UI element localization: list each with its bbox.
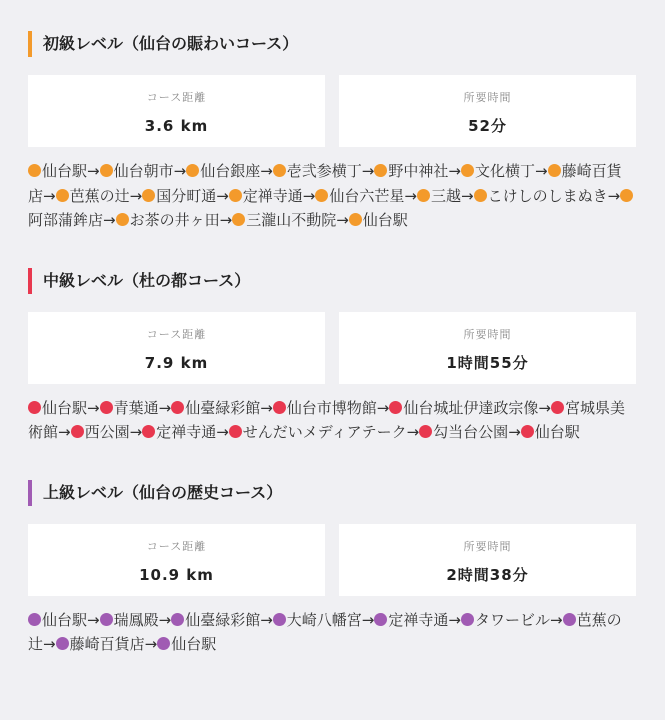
distance-card (28, 524, 325, 596)
stop-name: せんだいメディアテーク (242, 423, 407, 441)
route-stop (100, 399, 159, 417)
stop-dot-icon (620, 189, 633, 202)
route-stop (28, 611, 87, 629)
stop-dot-icon (548, 164, 561, 177)
stop-dot-icon (417, 189, 430, 202)
route-arrow-icon: → (43, 186, 56, 205)
stop-name: お茶の井ヶ田 (129, 211, 220, 229)
route-stop (474, 187, 608, 205)
stop-dot-icon (461, 164, 474, 177)
time-card (339, 524, 636, 596)
stats-cards (28, 524, 636, 596)
route-stop (461, 162, 535, 180)
route-arrow-icon: → (219, 211, 233, 229)
time-label: 所要時間 (463, 539, 512, 553)
stop-dot-icon (273, 164, 286, 177)
stop-name: 仙台駅 (362, 211, 408, 229)
stop-name: 三瀧山不動院 (246, 211, 337, 229)
stop-name: 芭蕉の辻 (28, 610, 622, 653)
distance-value: 3.6 km (144, 117, 209, 135)
route-stop (186, 162, 260, 180)
stop-dot-icon (563, 613, 576, 626)
route-arrow-icon: → (129, 186, 143, 205)
stop-name: 国分町通 (156, 186, 217, 205)
route-arrow-icon: → (460, 186, 474, 205)
route-stop (171, 611, 260, 629)
route-stop (28, 162, 87, 180)
stop-name: 宮城県美術館 (28, 398, 625, 441)
route-stop (521, 423, 580, 441)
stop-name: 仙台駅 (171, 635, 217, 653)
stop-name: 定禅寺通 (388, 610, 449, 629)
stop-dot-icon (474, 189, 487, 202)
stop-dot-icon (157, 637, 170, 650)
route-stop (389, 399, 538, 417)
stop-name: 定禅寺通 (156, 423, 217, 441)
time-card (339, 312, 636, 384)
route-stop (461, 611, 550, 629)
stop-dot-icon (56, 637, 69, 650)
route-arrow-icon: → (302, 186, 316, 205)
stop-dot-icon (374, 613, 387, 626)
route-arrow-icon: → (87, 162, 100, 180)
route-stop (273, 399, 377, 417)
route-stop (142, 187, 216, 205)
section-title-text: 上級レベル（仙台の歴史コース） (43, 482, 283, 502)
stop-dot-icon (100, 164, 113, 177)
route-arrow-icon: → (129, 423, 143, 441)
time-label: 所要時間 (463, 327, 512, 341)
stop-name: 芭蕉の辻 (69, 186, 130, 205)
stop-name: 仙台駅 (42, 162, 88, 180)
route-arrow-icon: → (43, 635, 56, 653)
route-arrow-icon: → (216, 423, 229, 441)
route-arrow-icon: → (144, 635, 158, 653)
section-title (28, 479, 636, 507)
stop-dot-icon (28, 613, 41, 626)
route-stops (28, 396, 636, 445)
stop-name: 瑞鳳殿 (113, 610, 159, 629)
route-arrow-icon: → (336, 211, 349, 229)
distance-value: 7.9 km (144, 353, 209, 372)
route-arrow-icon: → (260, 162, 273, 180)
route-arrow-icon: → (260, 398, 273, 417)
stop-dot-icon (232, 213, 245, 226)
route-stop (419, 423, 508, 441)
stop-dot-icon (349, 213, 362, 226)
route-arrow-icon: → (406, 423, 420, 441)
route-stop (100, 611, 159, 629)
route-stop (315, 187, 404, 205)
route-arrow-icon: → (448, 162, 461, 180)
route-arrow-icon: → (549, 610, 563, 629)
stop-dot-icon (142, 189, 155, 202)
stop-name: 仙台駅 (42, 398, 88, 417)
route-stop (157, 635, 216, 653)
route-arrow-icon: → (607, 186, 621, 205)
stop-dot-icon (100, 401, 113, 414)
stop-name: こけしのしまぬき (487, 186, 608, 205)
stop-name: 壱弐参横丁 (286, 162, 362, 180)
course-list (28, 0, 636, 657)
route-arrow-icon: → (361, 162, 375, 180)
route-stop (71, 423, 130, 441)
stop-name: タワービル (474, 610, 550, 629)
stop-dot-icon (142, 425, 155, 438)
route-stop (171, 399, 260, 417)
course-section-beginner (28, 30, 636, 233)
stop-dot-icon (273, 401, 286, 414)
stop-name: 勾当台公園 (433, 423, 509, 441)
stop-dot-icon (229, 425, 242, 438)
time-value: 1時間55分 (446, 353, 529, 372)
route-stops (28, 159, 636, 233)
stop-name: 野中神社 (388, 162, 449, 180)
distance-label: コース距離 (146, 327, 207, 341)
stop-dot-icon (56, 189, 69, 202)
route-stop (349, 211, 408, 229)
route-arrow-icon: → (103, 211, 116, 229)
stop-name: 青葉通 (113, 398, 159, 417)
route-arrow-icon: → (216, 186, 229, 205)
stop-dot-icon (71, 425, 84, 438)
stop-name: 仙臺緑彩館 (185, 610, 261, 629)
route-stop (142, 423, 216, 441)
distance-card (28, 75, 325, 147)
route-arrow-icon: → (87, 610, 100, 629)
section-accent-bar (28, 31, 32, 57)
stop-name: 西公園 (84, 423, 130, 441)
stop-dot-icon (28, 401, 41, 414)
stop-name: 仙台市博物館 (286, 398, 377, 417)
stop-dot-icon (273, 613, 286, 626)
route-stop (56, 187, 130, 205)
section-title-text: 初級レベル（仙台の賑わいコース） (43, 34, 299, 53)
route-arrow-icon: → (158, 610, 172, 629)
route-arrow-icon: → (448, 610, 461, 629)
stop-dot-icon (461, 613, 474, 626)
route-arrow-icon: → (260, 610, 273, 629)
stop-dot-icon (389, 401, 402, 414)
distance-label: コース距離 (146, 539, 207, 553)
stop-dot-icon (171, 613, 184, 626)
route-arrow-icon: → (534, 162, 548, 180)
route-arrow-icon: → (361, 610, 375, 629)
route-stop (229, 187, 303, 205)
route-stop (229, 423, 407, 441)
stop-name: 仙台城址伊達政宗像 (403, 398, 539, 417)
time-label: 所要時間 (463, 91, 512, 104)
stop-name: 仙台朝市 (113, 162, 174, 180)
stop-name: 大崎八幡宮 (286, 610, 362, 629)
stats-cards (28, 75, 636, 147)
stop-name: 仙台六芒星 (329, 186, 405, 205)
route-stop (56, 635, 145, 653)
section-title (28, 267, 636, 295)
time-value: 2時間38分 (446, 565, 529, 584)
course-section-intermediate (28, 267, 636, 445)
route-stop (232, 211, 336, 229)
distance-label: コース距離 (146, 91, 207, 104)
route-stop (374, 611, 448, 629)
route-stops (28, 608, 636, 657)
route-arrow-icon: → (508, 423, 521, 441)
stop-dot-icon (419, 425, 432, 438)
stop-name: 仙臺緑彩館 (185, 398, 261, 417)
time-card (339, 75, 636, 147)
course-section-advanced (28, 479, 636, 657)
stop-name: 阿部蒲鉾店 (28, 211, 104, 229)
route-stop (273, 162, 362, 180)
stop-name: 三越 (430, 186, 461, 205)
stop-dot-icon (171, 401, 184, 414)
section-accent-bar (28, 480, 32, 506)
route-arrow-icon: → (158, 398, 172, 417)
route-stop (28, 399, 87, 417)
section-title-text: 中級レベル（杜の都コース） (43, 270, 251, 290)
stop-name: 仙台銀座 (200, 162, 261, 180)
route-arrow-icon: → (404, 186, 417, 205)
route-arrow-icon: → (87, 398, 100, 417)
stop-name: 仙台駅 (534, 423, 580, 441)
route-arrow-icon: → (538, 398, 551, 417)
stats-cards (28, 312, 636, 384)
route-stop (374, 162, 448, 180)
stop-name: 仙台駅 (42, 610, 88, 629)
section-title (28, 30, 636, 58)
stop-dot-icon (229, 189, 242, 202)
stop-dot-icon (186, 164, 199, 177)
route-stop (100, 162, 174, 180)
distance-value: 10.9 km (139, 565, 214, 584)
time-value: 52分 (468, 117, 507, 135)
route-arrow-icon: → (58, 423, 71, 441)
stop-name: 藤崎百貨店 (28, 162, 622, 205)
route-arrow-icon: → (376, 398, 390, 417)
stop-name: 藤崎百貨店 (69, 635, 145, 653)
stop-dot-icon (28, 164, 41, 177)
stop-dot-icon (521, 425, 534, 438)
stop-dot-icon (551, 401, 564, 414)
route-arrow-icon: → (173, 162, 187, 180)
route-stop (116, 211, 220, 229)
section-accent-bar (28, 268, 32, 294)
stop-dot-icon (100, 613, 113, 626)
stop-name: 定禅寺通 (242, 186, 303, 205)
stop-dot-icon (374, 164, 387, 177)
distance-card (28, 312, 325, 384)
stop-name: 文化横丁 (474, 162, 535, 180)
stop-dot-icon (315, 189, 328, 202)
stop-dot-icon (116, 213, 129, 226)
route-stop (273, 611, 362, 629)
route-stop (417, 187, 461, 205)
